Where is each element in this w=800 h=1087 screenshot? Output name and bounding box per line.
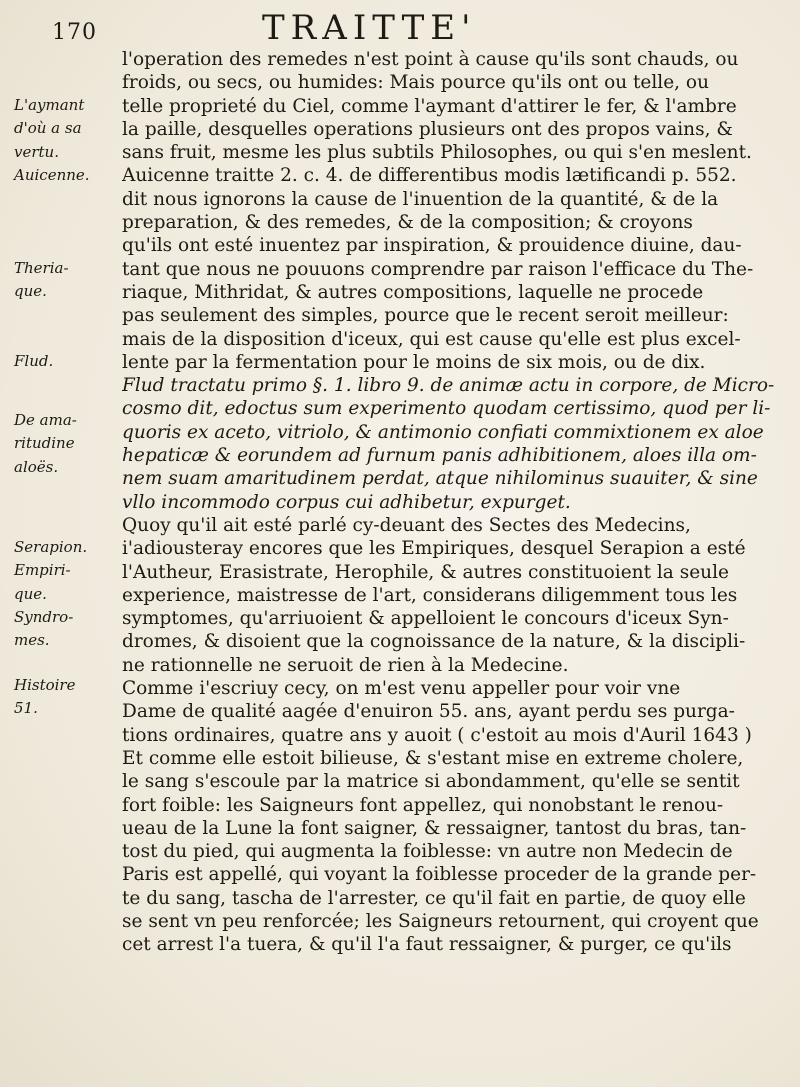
text-line: l'operation des remedes n'est point à cause qu'ils sont chauds, ou xyxy=(122,49,739,70)
text-line: riaque, Mithridat, & autres compositions, laquelle ne procede xyxy=(122,281,704,303)
text-line: symptomes, qu'arriuoient & appelloient le concours d'iceux Syn- xyxy=(122,608,729,630)
text-line: sans fruit, mesme les plus subtils Philosophes, ou qui s'en meslent. xyxy=(122,142,752,164)
text-line: ne rationnelle ne seruoit de rien à la Medecine. xyxy=(122,654,569,676)
margin-note-line: aloës. xyxy=(14,457,59,476)
margin-note-line: que. xyxy=(14,282,47,301)
running-title: TRAITTE' xyxy=(262,8,477,48)
text-line: vllo incommodo corpus cui adhibetur, expurget. xyxy=(122,491,571,513)
text-line: mais de la disposition d'iceux, qui est cause qu'elle est plus excel- xyxy=(122,328,741,350)
margin-note-line: 51. xyxy=(14,699,38,718)
text-line: tost du pied, qui augmenta la foiblesse: vn autre non Medecin de xyxy=(122,841,733,863)
text-line: Comme i'escriuy cecy, on m'est venu appeller pour voir vne xyxy=(122,678,681,700)
text-line: fort foible: les Saigneurs font appellez, qui nonobstant le renou- xyxy=(122,794,724,816)
text-line: cosmo dit, edoctus sum experimento quodam certissimo, quod per li- xyxy=(122,398,771,420)
text-line: quoris ex aceto, vitriolo, & antimonio confiati commixtionem ex aloe xyxy=(122,421,764,443)
text-line: tant que nous ne pouuons comprendre par raison l'efficace du The- xyxy=(122,258,754,280)
text-line: lente par la fermentation pour le moins de six mois, ou de dix. xyxy=(122,351,706,373)
text-line: preparation, & des remedes, & de la composition; & croyons xyxy=(122,212,693,234)
text-line: pas seulement des simples, pource que le recent seroit meilleur: xyxy=(122,305,729,327)
text-line: Dame de qualité aagée d'enuiron 55. ans, ayant perdu ses purga- xyxy=(122,701,735,723)
margin-note-serapion xyxy=(14,536,87,652)
margin-note-line: que. xyxy=(14,584,47,603)
text-line: hepaticæ & eorundem ad furnum panis adhibitionem, aloes illa om- xyxy=(122,445,757,467)
text-line: Flud tractatu primo §. 1. libro 9. de animæ actu in corpore, de Micro- xyxy=(122,375,775,397)
margin-note-line: d'où a sa xyxy=(14,119,82,138)
text-line: telle proprieté du Ciel, comme l'aymant d'attirer le fer, & l'ambre xyxy=(122,95,737,117)
margin-note-amaritudine xyxy=(14,409,77,479)
margin-note-line: mes. xyxy=(14,631,50,650)
margin-note-flud xyxy=(14,350,53,373)
margin-note-line: Histoire xyxy=(14,676,76,694)
text-line: Auicenne traitte 2. c. 4. de differentibus modis lætificandi p. 552. xyxy=(122,165,737,187)
text-line: te du sang, tascha de l'arrester, ce qu'il fait en partie, de quoy elle xyxy=(122,887,746,909)
page-header xyxy=(52,8,772,48)
text-line: experience, maistresse de l'art, considerans diligemment tous les xyxy=(122,584,738,606)
text-line: l'Autheur, Erasistrate, Herophile, & autres constituoient la seule xyxy=(122,561,729,583)
margin-note-line: Syndro- xyxy=(14,607,74,626)
text-line: dromes, & disoient que la cognoissance de la nature, & la discipli- xyxy=(122,631,746,653)
text-line: Et comme elle estoit bilieuse, & s'estant mise en extreme cholere, xyxy=(122,747,744,769)
margin-note-histoire xyxy=(14,674,75,721)
text-line: dit nous ignorons la cause de l'inuention de la quantité, & de la xyxy=(122,188,719,210)
margin-note-avicenne xyxy=(14,164,90,187)
text-line: se sent vn peu renforcée; les Saigneurs retournent, qui croyent que xyxy=(122,910,759,932)
text-line: tions ordinaires, quatre ans y auoit ( c'estoit au mois d'Auril 1643 ) xyxy=(122,724,752,746)
margin-note-line: Theria- xyxy=(14,259,69,277)
text-line: le sang s'escoule par la matrice si abondamment, qu'elle se sentit xyxy=(122,771,740,793)
margin-note-line: Serapion. xyxy=(14,538,88,556)
text-line: Paris est appellé, qui voyant la foiblesse proceder de la grande per- xyxy=(122,864,757,886)
text-line: qu'ils ont esté inuentez par inspiration, & prouidence diuine, dau- xyxy=(122,235,742,257)
text-line: nem suam amaritudinem perdat, atque nihilominus suauiter, & sine xyxy=(122,468,758,490)
text-line: froids, ou secs, ou humides: Mais pource qu'ils ont ou telle, ou xyxy=(122,72,709,94)
margin-note-line: L'aymant xyxy=(14,96,85,114)
margin-note-aymant xyxy=(14,94,84,164)
text-line: i'adiousteray encores que les Empiriques, desquel Serapion a esté xyxy=(122,538,746,560)
text-line: Quoy qu'il ait esté parlé cy-deuant des Sectes des Medecins, xyxy=(122,514,691,536)
margin-note-line: De ama- xyxy=(14,411,77,429)
page-number: 170 xyxy=(52,20,97,45)
body-text xyxy=(122,48,788,957)
text-line: cet arrest l'a tuera, & qu'il l'a faut ressaigner, & purger, ce qu'ils xyxy=(122,934,732,956)
margin-note-theriaque xyxy=(14,257,69,304)
margin-note-line: vertu. xyxy=(14,142,59,161)
margin-note-line: Empiri- xyxy=(14,561,71,580)
text-line: la paille, desquelles operations plusieurs ont des propos vains, & xyxy=(122,118,733,140)
margin-note-line: Flud. xyxy=(14,352,54,370)
margin-note-line: ritudine xyxy=(14,434,75,453)
margin-note-line: Auicenne. xyxy=(14,166,90,184)
text-line: ueau de la Lune la font saigner, & ressaigner, tantost du bras, tan- xyxy=(122,817,747,839)
